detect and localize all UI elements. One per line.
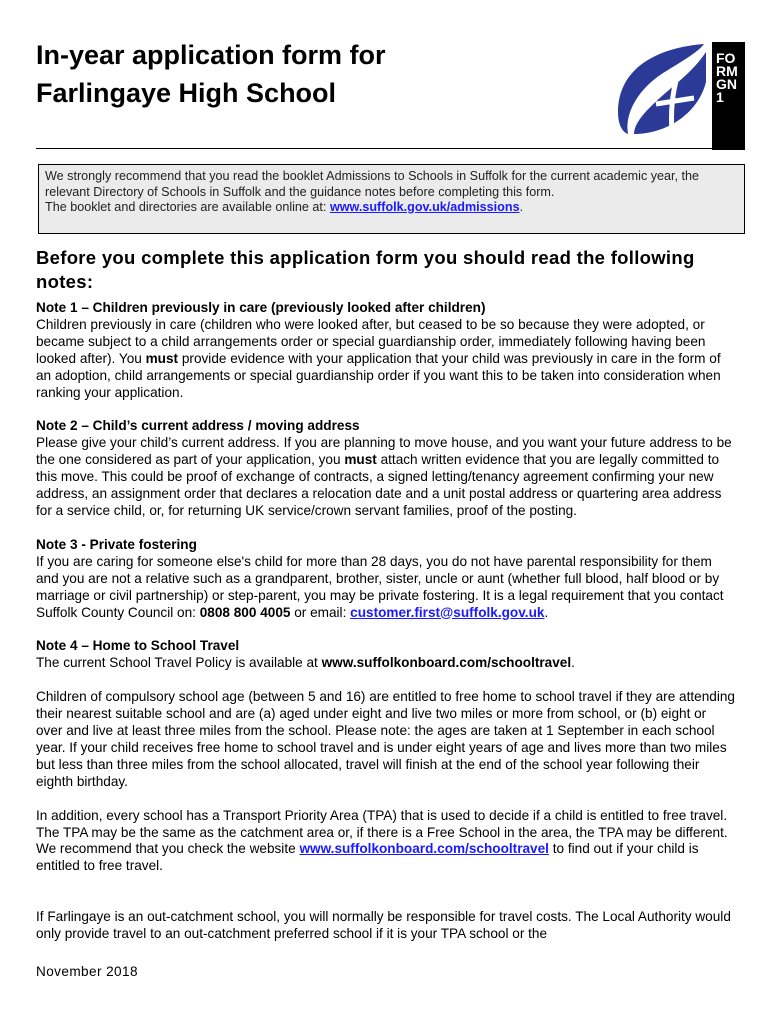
note-2-body	[36, 435, 736, 520]
school-travel-link[interactable]: www.suffolkonboard.com/schooltravel	[299, 841, 549, 857]
travel-policy-url: www.suffolkonboard.com/schooltravel	[321, 655, 572, 671]
form-code-part: RM	[716, 63, 738, 79]
notes-section	[36, 300, 736, 943]
phone-number: 0808 800 4005	[199, 604, 291, 620]
notice-availability	[45, 200, 738, 216]
recommendation-notice	[38, 164, 745, 234]
note-1	[36, 300, 736, 401]
note-2-text: Please give your child’s current address. If you are planning to move house, and you want your future address to be the one considered as part of your application, you	[36, 435, 732, 468]
note-3-text: If you are caring for someone else's child for more than 28 days, you do not have parental responsibility for them and you are not a relative such as a grandparent, brother, sister, uncle or aunt (whether full blood, half blood or by marriage or civil partnership) or step-parent, you may be private fostering. It is a legal requirement that you contact Suffolk County Council on:	[36, 553, 724, 620]
notice-availability-text: The booklet and directories are available online at:	[45, 200, 330, 214]
note-4-text: to find out if your child is entitled to free travel.	[36, 841, 699, 874]
note-4-paragraph-1	[36, 689, 736, 790]
note-2	[36, 418, 736, 519]
note-3-body	[36, 554, 736, 622]
title-line-1: In-year application form for	[36, 40, 386, 70]
title-line-2: Farlingaye High School	[36, 78, 337, 108]
notice-period: .	[519, 200, 524, 214]
note-4-text: In addition, every school has a Transport Priority Area (TPA) that is used to decide if a child is entitled to free travel. The TPA may be the same as the catchment area or, if there is a Free School in the area, the TPA may be different. We recommend that you check the website	[36, 807, 728, 857]
notice-text: We strongly recommend that you read the booklet Admissions to Schools in Suffolk for the current academic year, the relevant Directory of Schools in Suffolk and the guidance notes before completing this form.	[45, 169, 700, 199]
header-divider	[36, 148, 745, 149]
note-1-text: provide evidence with your application that your child was previously in care in the form of an adoption, child arrangements or special guardianship order if you want this to be taken into consideration when ranking your application.	[36, 350, 721, 400]
note-3	[36, 537, 736, 622]
note-4-paragraph-3	[36, 909, 736, 943]
note-1-text: Children previously in care (children who were looked after, but ceased to be so because they were adopted, or became subject to a child arrangements order or special guardianship order, immediately following having been looked after). You	[36, 316, 706, 366]
note-4-text: If Farlingaye is an out-catchment school, you will normally be responsible for travel costs. The Local Authority would only provide travel to an out-catchment preferred school if it is your TPA school or the	[36, 909, 731, 942]
note-4	[36, 638, 736, 672]
form-code-part: 1	[716, 89, 724, 105]
note-3-period: .	[544, 604, 549, 620]
note-1-body	[36, 317, 736, 402]
admissions-link[interactable]: www.suffolk.gov.uk/admissions	[329, 200, 520, 214]
note-4-text	[36, 808, 736, 876]
note-4-heading: Note 4 – Home to School Travel	[36, 638, 240, 654]
form-code-tab	[712, 42, 745, 150]
email-link[interactable]: customer.first@suffolk.gov.uk	[350, 604, 545, 620]
note-4-text: The current School Travel Policy is available at	[36, 655, 322, 671]
note-3-heading: Note 3 - Private fostering	[36, 536, 197, 552]
note-2-emphasis: must	[344, 452, 377, 468]
page-title	[36, 36, 386, 112]
form-code-part: FO	[716, 50, 736, 66]
suffolk-logo-icon	[614, 42, 708, 136]
note-4-paragraph-2	[36, 808, 736, 876]
note-1-emphasis: must	[145, 350, 179, 366]
section-heading: Before you complete this application form you should read the following notes:	[36, 247, 695, 292]
note-2-text: attach written evidence that you are legally committed to this move. This could be proof of exchange of contracts, a signed letting/tenancy agreement confirming your new address, an assignment order that declares a relocation date and a unit postal address or quartering area address for a service child, or, for returning UK service/crown servant families, proof of the posting.	[36, 452, 722, 518]
form-code-part: GN	[716, 76, 737, 92]
note-4-policy	[36, 655, 736, 672]
note-1-heading: Note 1 – Children previously in care (previously looked after children)	[36, 300, 486, 315]
note-4-text: Children of compulsory school age (between 5 and 16) are entitled to free home to school travel if they are attending their nearest suitable school and are (a) aged under eight and live two miles or more from school, or (b) eight or over and live at least three miles from the school. Please note: the ages are taken at 1 September in each school year. If your child receives free home to school travel and is under eight years of age and lives more than two miles but less than three miles from the school allocated, travel will finish at the end of the school year following their eighth birthday.	[36, 689, 735, 789]
note-2-heading: Note 2 – Child’s current address / moving address	[36, 418, 360, 434]
footer-date: November 2018	[36, 964, 138, 979]
note-3-text: or email:	[290, 604, 351, 620]
note-4-period: .	[571, 655, 575, 671]
